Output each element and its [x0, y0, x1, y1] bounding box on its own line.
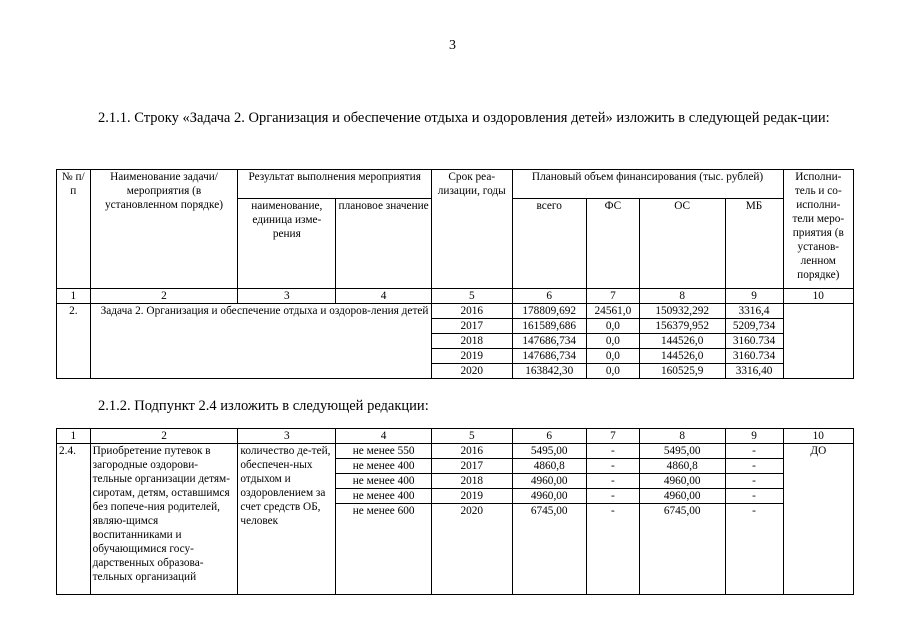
fs-value: 0,0 [586, 319, 639, 334]
empty-cell [336, 519, 432, 595]
year: 2018 [432, 334, 513, 349]
col-number: 10 [783, 289, 853, 304]
indicator-name: количество де-тей, обеспечен-ных отдыхом и оздоровлением за счет средств ОБ, человек [238, 444, 336, 595]
year: 2017 [432, 319, 513, 334]
fs-value: 0,0 [586, 349, 639, 364]
empty-cell [639, 519, 725, 595]
paragraph-2-1-1: 2.1.1. Строку «Задача 2. Организация и обеспечение отдыха и оздоровления детей» изложить в следующей редак-ции: [98, 110, 830, 126]
col-number: 3 [238, 289, 336, 304]
col-number: 3 [238, 429, 336, 444]
row-num: 2.4. [57, 444, 91, 595]
total-value: 147686,734 [512, 334, 586, 349]
col-number: 4 [336, 429, 432, 444]
year: 2020 [432, 504, 513, 519]
year: 2019 [432, 489, 513, 504]
mb-value: 3316,4 [725, 304, 783, 319]
total-value: 147686,734 [512, 349, 586, 364]
total-value: 5495,00 [512, 444, 586, 459]
header-os: ОС [639, 199, 725, 289]
year: 2018 [432, 474, 513, 489]
total-value: 163842,30 [512, 364, 586, 379]
mb-value: - [725, 474, 783, 489]
col-number: 5 [432, 289, 513, 304]
plan-value: не менее 400 [336, 474, 432, 489]
col-number: 6 [512, 289, 586, 304]
fs-value: 0,0 [586, 364, 639, 379]
header-fs: ФС [586, 199, 639, 289]
col-number: 8 [639, 429, 725, 444]
total-value: 4960,00 [512, 489, 586, 504]
total-value: 4960,00 [512, 474, 586, 489]
executor-cell [783, 304, 853, 379]
col-number: 1 [57, 289, 91, 304]
table-task-2 [56, 169, 854, 379]
table-subitem-2-4 [56, 428, 854, 595]
header-total: всего [512, 199, 586, 289]
col-number: 2 [90, 429, 238, 444]
executor: ДО [783, 444, 853, 595]
year: 2016 [432, 304, 513, 319]
empty-cell [512, 519, 586, 595]
total-value: 4860,8 [512, 459, 586, 474]
empty-cell [725, 519, 783, 595]
plan-value: не менее 550 [336, 444, 432, 459]
fs-value: - [586, 489, 639, 504]
os-value: 144526,0 [639, 349, 725, 364]
measure-name: Приобретение путевок в загородные оздорови-тельные организации детям-сиротам, детям, оставшимся без попече-ния родителей, являю-щимся воспитанниками и обучающимися госу-дарственных образова-тельных организаций [90, 444, 238, 595]
col-number: 4 [336, 289, 432, 304]
os-value: 5495,00 [639, 444, 725, 459]
col-number: 7 [586, 429, 639, 444]
col-number: 2 [90, 289, 238, 304]
year: 2019 [432, 349, 513, 364]
header-period: Срок реа-лизации, годы [432, 170, 513, 289]
page-number: 3 [449, 38, 456, 53]
plan-value: не менее 600 [336, 504, 432, 519]
mb-value: - [725, 459, 783, 474]
row-num: 2. [57, 304, 91, 379]
fs-value: - [586, 504, 639, 519]
os-value: 150932,292 [639, 304, 725, 319]
os-value: 6745,00 [639, 504, 725, 519]
header-result-unit: наименование, единица изме-рения [238, 199, 336, 289]
os-value: 160525,9 [639, 364, 725, 379]
total-value: 6745,00 [512, 504, 586, 519]
mb-value: 3316,40 [725, 364, 783, 379]
empty-cell [432, 519, 513, 595]
mb-value: 5209,734 [725, 319, 783, 334]
mb-value: 3160.734 [725, 349, 783, 364]
header-name: Наименование задачи/мероприятия (в установленном порядке) [90, 170, 238, 289]
fs-value: - [586, 459, 639, 474]
col-number: 7 [586, 289, 639, 304]
fs-value: - [586, 444, 639, 459]
year: 2016 [432, 444, 513, 459]
paragraph-2-1-2: 2.1.2. Подпункт 2.4 изложить в следующей редакции: [98, 398, 429, 414]
mb-value: 3160.734 [725, 334, 783, 349]
header-result: Результат выполнения мероприятия [238, 170, 432, 199]
task-title: Задача 2. Организация и обеспечение отдыха и оздоров-ления детей [90, 304, 431, 379]
header-executor: Исполни-тель и со-исполни-тели меро-приятия (в установ-ленном порядке) [783, 170, 853, 289]
year: 2020 [432, 364, 513, 379]
col-number: 9 [725, 289, 783, 304]
mb-value: - [725, 504, 783, 519]
fs-value: - [586, 474, 639, 489]
plan-value: не менее 400 [336, 489, 432, 504]
os-value: 4860,8 [639, 459, 725, 474]
col-number: 10 [783, 429, 853, 444]
os-value: 4960,00 [639, 489, 725, 504]
header-financing: Плановый объем финансирования (тыс. рублей) [512, 170, 783, 199]
os-value: 4960,00 [639, 474, 725, 489]
mb-value: - [725, 444, 783, 459]
col-number: 6 [512, 429, 586, 444]
empty-cell [586, 519, 639, 595]
header-mb: МБ [725, 199, 783, 289]
plan-value: не менее 400 [336, 459, 432, 474]
os-value: 156379,952 [639, 319, 725, 334]
col-number: 5 [432, 429, 513, 444]
col-number: 1 [57, 429, 91, 444]
header-result-plan: плановое значение [336, 199, 432, 289]
fs-value: 24561,0 [586, 304, 639, 319]
col-number: 8 [639, 289, 725, 304]
year: 2017 [432, 459, 513, 474]
os-value: 144526,0 [639, 334, 725, 349]
mb-value: - [725, 489, 783, 504]
header-num: № п/п [57, 170, 91, 289]
col-number: 9 [725, 429, 783, 444]
total-value: 178809,692 [512, 304, 586, 319]
total-value: 161589,686 [512, 319, 586, 334]
fs-value: 0,0 [586, 334, 639, 349]
